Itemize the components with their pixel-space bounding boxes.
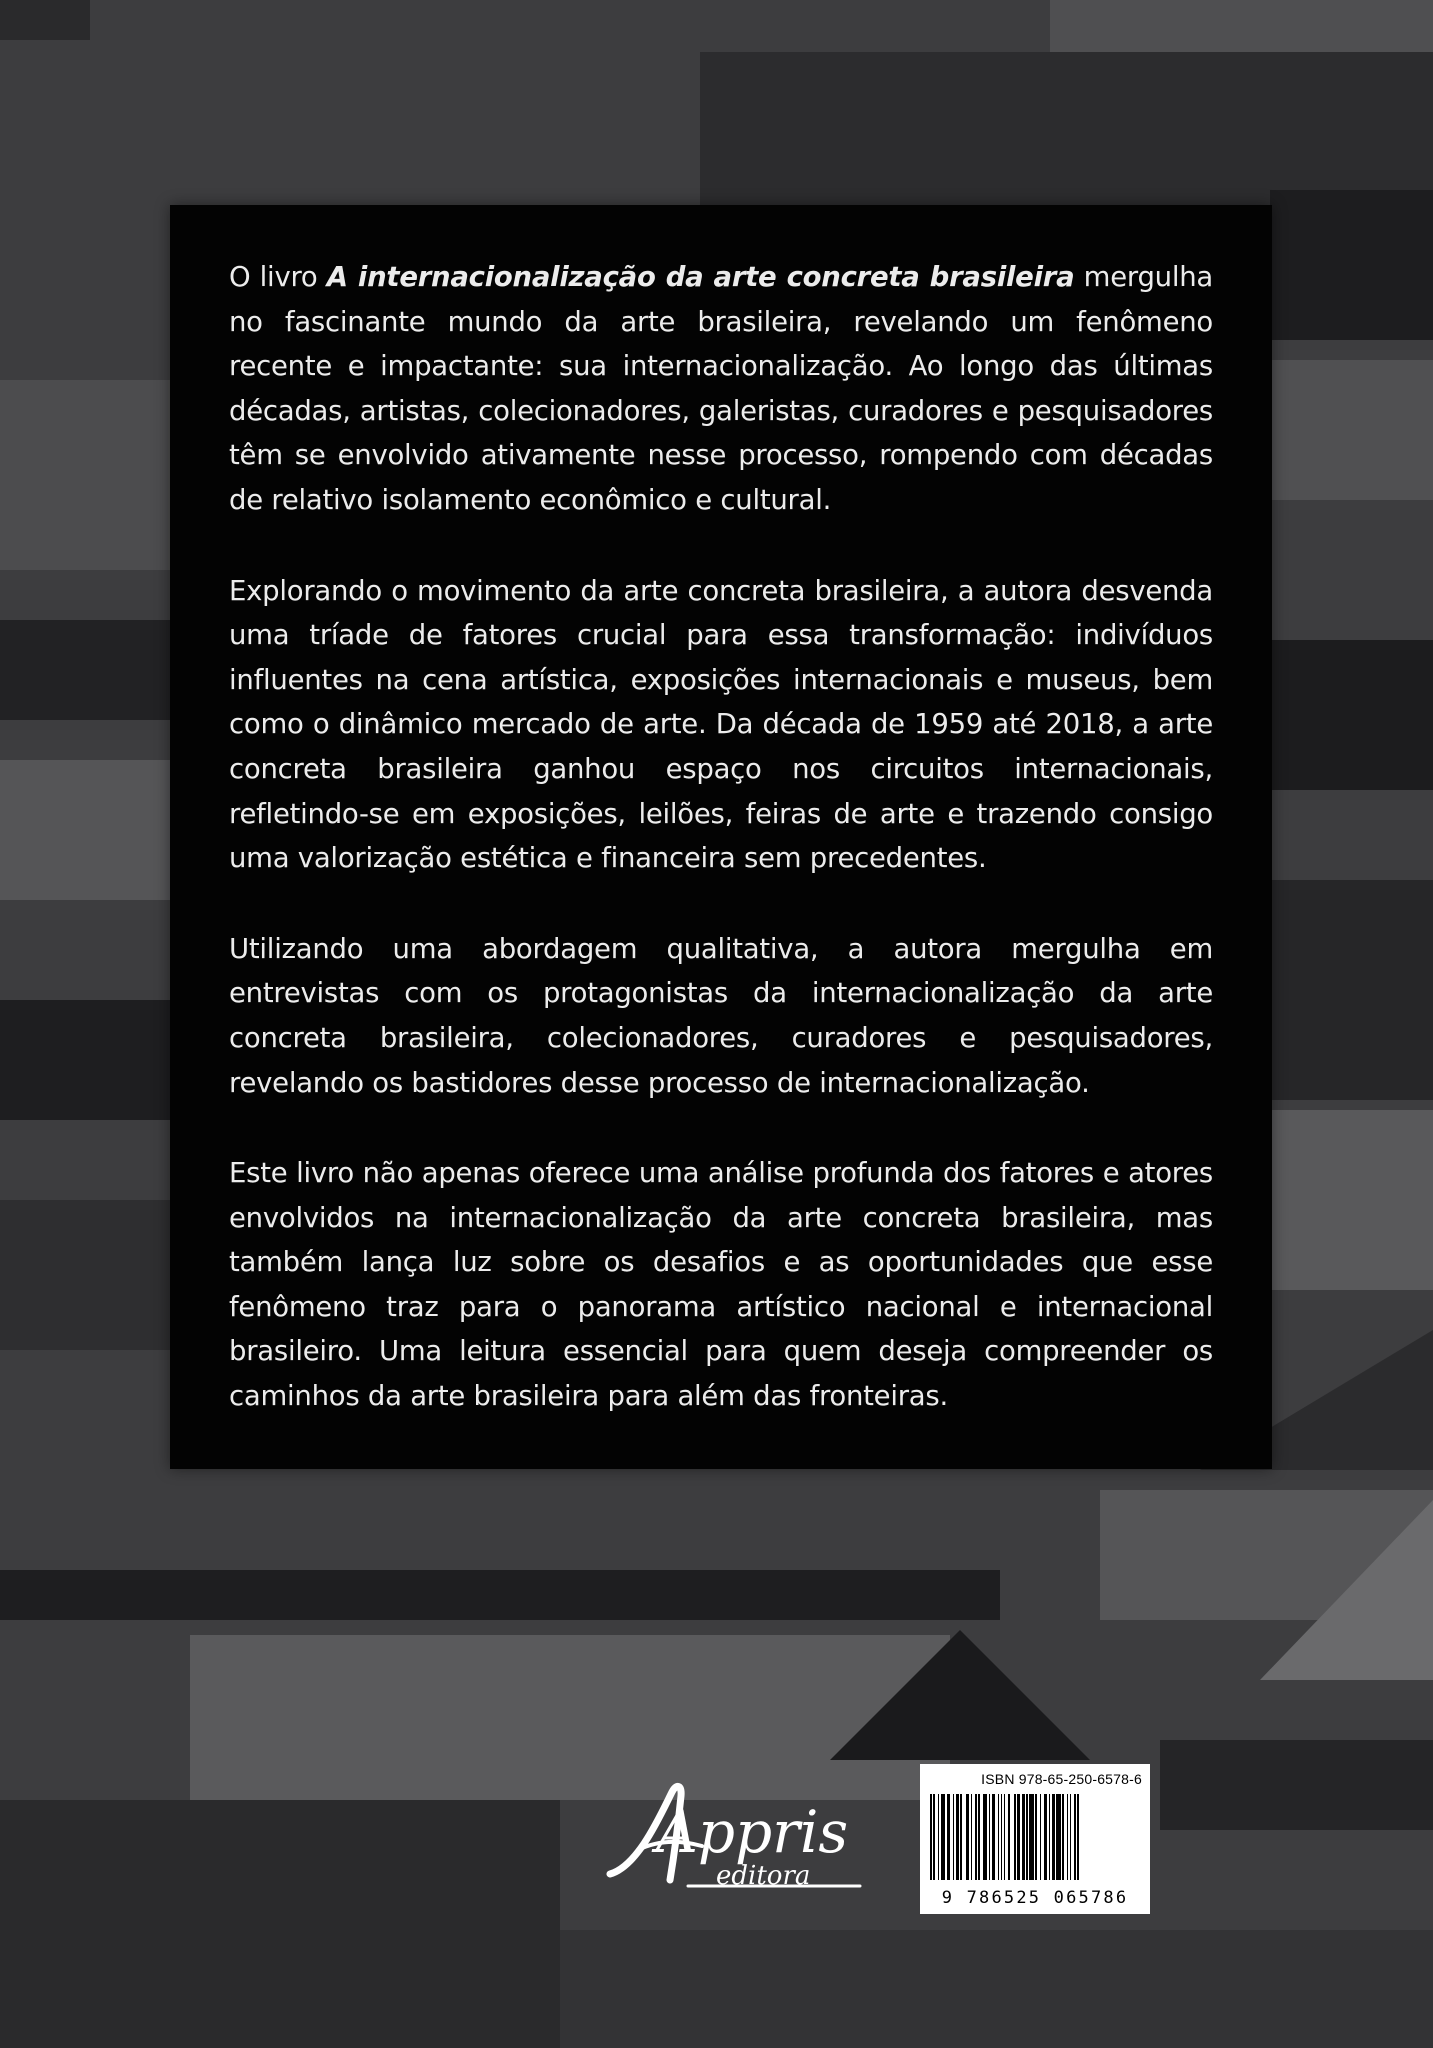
description-panel (170, 205, 1272, 1469)
description-paragraph: Este livro não apenas oferece uma análise profunda dos fatores e atores envolvidos na internacionalização da arte concreta brasileira, mas também lança luz sobre os desafios e as oportunidades que esse fenômeno traz para o panorama artístico nacional e internacional brasileiro. Uma leitura essencial para quem deseja compreender os caminhos da arte brasileira para além das fronteiras. (229, 1157, 1213, 1413)
isbn-label: ISBN 978-65-250-6578-6 (981, 1771, 1142, 1787)
isbn-barcode (920, 1764, 1150, 1914)
logo-sub-text: editora (716, 1861, 811, 1891)
isbn-digits: 9 786525 065786 (941, 1888, 1129, 1908)
description-paragraph: Utilizando uma abordagem qualitativa, a autora mergulha em entrevistas com os protagonistas da internacionalização da arte concreta brasileira, colecionadores, curadores e pesquisadores, revelando os bastidores desse processo de internacionalização. (229, 932, 1213, 1099)
description-paragraph: Explorando o movimento da arte concreta brasileira, a autora desvenda uma tríade de fatores crucial para essa transformação: indivíduos influentes na cena artística, exposições internacionais e museus, bem como o dinâmico mercado de arte. Da década de 1959 até 2018, a arte concreta brasileira ganhou espaço nos circuitos internacionais, refletindo-se em exposições, leilões, feiras de arte e trazendo consigo uma valorização estética e financeira sem precedentes. (229, 574, 1213, 875)
barcode-bars (930, 1794, 1140, 1880)
logo-main-text: Appris (656, 1798, 849, 1866)
barcode-bar (1077, 1794, 1079, 1880)
description-paragraph (229, 255, 1213, 523)
appris-logo (598, 1776, 868, 1896)
paragraph-prefix: O livro (229, 261, 327, 293)
paragraph-suffix: mergulha no fascinante mundo da arte brasileira, revelando um fenômeno recente e impactante: sua internacionalização. Ao longo das últimas décadas, artistas, colecionadores, galeristas, curadores e pesquisadores têm se envolvido ativamente nesse processo, rompendo com décadas de relativo isolamento econômico e cultural. (229, 261, 1213, 516)
book-description (229, 255, 1213, 1419)
book-title: A internacionalização da arte concreta brasileira (326, 261, 1075, 293)
